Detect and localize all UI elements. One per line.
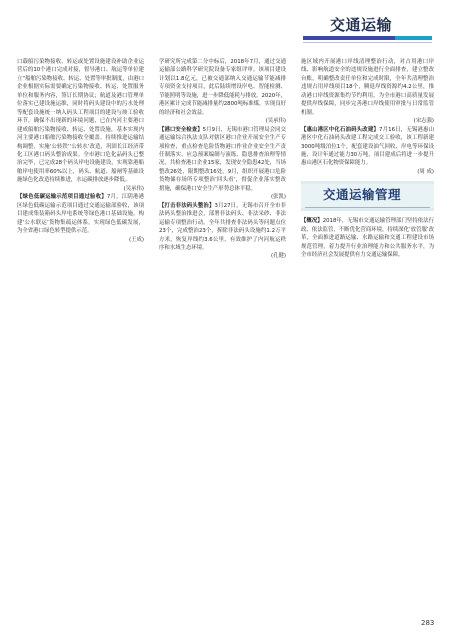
paragraph-text: 施区域内开展港口岸线清理整治行动，对占用港口岸线、影响航道安全的违规设施进行全面排查，建立整改台账，明确整改责任单位和完成时限，全年共清理整治违规占用岸线项目18个，腾退岸线资源约4.2公里，推动港口岸线资源集约节约利用，为全市港口高质量发展提供岸线保障，同步完善港口岸线使用审批与日常监管机制。 [301, 59, 434, 116]
paragraph-text: (吴承伟) [123, 185, 144, 192]
header-underline [303, 42, 432, 43]
author-credit [17, 185, 144, 193]
text-column-right [301, 58, 434, 260]
author-credit [301, 117, 434, 125]
paragraph [301, 126, 434, 168]
paragraph-text: (吴承伟) [265, 118, 286, 125]
paragraph-heading: 【概况】 [301, 218, 323, 225]
author-credit [159, 252, 286, 260]
paragraph-text: 7月16日，无锡港惠山港区中化石油码头改建工程完成交工验收，该工程新建3000吨级泊位1个，配套建设油气回收、岸电等环保设施，设计年通过能力30万吨，项目建成后将进一步提升惠山港区石化物资保障能力。 [301, 126, 434, 167]
paragraph-text: (王成) [129, 236, 144, 243]
paragraph-text: (张凯) [271, 194, 286, 201]
paragraph-heading: 【打击非法码头整治】 [159, 202, 215, 209]
text-column-middle [159, 58, 286, 261]
paragraph [17, 58, 144, 185]
header-accent-rule [395, 36, 432, 40]
paragraph [159, 202, 286, 253]
paragraph-text: (孔健) [271, 253, 286, 260]
paragraph-heading: 【港口安全检查】 [159, 126, 203, 133]
section-title: 交通运输 [330, 16, 393, 34]
author-credit [159, 117, 286, 125]
paragraph [301, 217, 434, 259]
section-banner [301, 181, 434, 211]
text-column-left [17, 58, 144, 244]
page-number: 283 [421, 619, 435, 627]
paragraph-text: 口载船污染物接收、转运或处置设施建设补助企业运营后的10个港口完成对接，督导港口、航运等单位建立“船舶污染物接收、转运、处置等审批制度，由港口企业根据实际需要确定污染物接收、转运、处置服务单位和服务内容，签订长期协议；航道及港口管理单位落实已建设施运维，同时将码头建设中的污水处理等配套设施统一纳入码头工程项目的建设与竣工验收环节，确保不出现新的环境问题，已在内河主要港口建成船舶污染物接收、转运、处置设施，基本实现内河主要港口船舶污染物接收全覆盖。持续推进运输结构调整，实施‘公转铁’‘公转水’改造，巩固长江经济带化工区港口码头整治成果。全市港口危化品码头已整治完毕，已完成28个码头岸电设施建设，实现靠港船舶岸电使用率60%以上，码头、航道、船闸等基础设施绿色化改造持续推进，水运碳排放逐步降低。 [17, 59, 144, 184]
paragraph-text: 7月，江阴港港区绿色低碳运输示范项目通过交通运输部验收，该项目建成集装箱码头岸电系统等绿色港口基础设施，构建‘公水联运’货物集疏运体系，实现绿色低碳发展，为全省港口绿色转型提供示范。 [17, 194, 144, 235]
author-credit [17, 236, 144, 244]
paragraph-text: 学研究所完成第二分中标后，2018年7月，通过交通运输部公路科学研究院设备专家组评审。该项目建设计划以1.8亿元，已被交通部纳入交通运输节能减排专项资金支持项目，此后陆续增设岸电、智能检测、节能照明等设施，进一步降低能耗与排放，2020年，港区累计完成节能减排量约2800吨标准煤，实现良好的经济和社会效益。 [159, 59, 286, 116]
paragraph-heading: 【绿色低碳运输示范项目通过验收】 [17, 194, 107, 201]
paragraph-text: (宋志强) [413, 118, 434, 125]
page-header [0, 0, 449, 52]
paragraph-text: 3月27日，无锡市召开全市非法码头整治推进会，部署非法码头、非法采砂、非法运输专项整治行动。全年共排查非法码头等问题点位23个，完成整治23个，拆除非法码头设施约1.2万平方米，恢复岸线约3.6公里，有效维护了内河航运秩序和水域生态环境。 [159, 202, 286, 251]
section-banner-title: 交通运输管理 [323, 187, 402, 203]
paragraph-text: 5月9日，无锡市港口管理局会同交通运输综合执法支队对辖区港口企业开展安全生产专项检查，重点检查危险货物港口作业企业安全生产责任制落实、应急预案编制与演练、隐患排查治理等情况，共检查港口企业15家，发现安全隐患42处，当场整改26处，限期整改16处。9月，组织开展港口危险货物储存场所专项整治‘回头看’，督促企业落实整改措施，确保港口安全生产形势总体平稳。 [159, 126, 286, 192]
paragraph [159, 58, 286, 117]
author-credit [301, 168, 434, 176]
author-credit [159, 193, 286, 201]
paragraph [301, 58, 434, 117]
paragraph-text: 2018年，无锡市交通运输管理部门坚持依法行政、依法监管，不断优化营商环境，持续深化‘放管服’改革，全面推进道路运输、水路运输和交通工程建设市场规范管理，着力提升行业治理能力和公共服务水平，为全市经济社会发展提供有力交通运输保障。 [301, 218, 434, 259]
paragraph [17, 193, 144, 235]
paragraph-text: (周 成) [417, 168, 434, 175]
paragraph-heading: 【惠山港区中化石油码头改建】 [301, 126, 379, 133]
paragraph [159, 126, 286, 194]
